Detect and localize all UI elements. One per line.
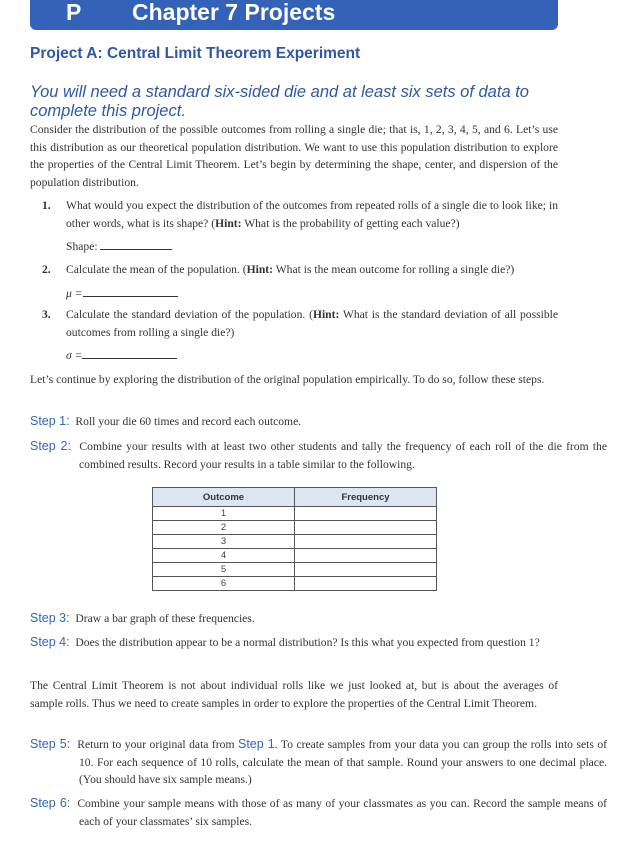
table-row <box>153 577 437 591</box>
column-header: Frequency <box>295 488 437 507</box>
step-label: Step 2: <box>30 439 71 453</box>
step-text: Combine your sample means with those of as many of your classmates as you can. Record the sample means of each of your classmates’ six samples. <box>77 797 607 828</box>
step-1 <box>30 413 607 431</box>
paragraph-3: The Central Limit Theorem is not about individual rolls like we just looked at, but is about the averages of sample rolls. Thus we need to create samples in order to explore the properties of the Central Limit Theorem. <box>30 679 558 710</box>
table-row <box>153 521 437 535</box>
question-text: What would you expect the distribution of the outcomes from repeated rolls of a single die to look like; in other words, what is its shape? ( <box>66 199 558 230</box>
question-2 <box>30 261 558 302</box>
answer-label: Shape: <box>66 240 98 253</box>
answer-label: μ = <box>66 286 83 300</box>
step-label: Step 3: <box>30 611 70 625</box>
frequency-cell <box>295 535 437 549</box>
hint-label: Hint: <box>215 216 242 230</box>
step-4 <box>30 634 607 652</box>
paragraph-2: Let’s continue by exploring the distribution of the original population empirically. To do so, follow these steps. <box>30 373 545 386</box>
step-6 <box>30 795 607 830</box>
step-text: . To create samples from your data you can group the rolls into sets of 10. For each sequence of 10 rolls, calculate the mean of that sample. Round your answers to one decimal place. (You should have six sample means.) <box>79 738 608 786</box>
question-number: 3. <box>42 308 51 321</box>
outcome-cell: 4 <box>153 549 295 563</box>
frequency-cell <box>295 507 437 521</box>
outcome-cell: 1 <box>153 507 295 521</box>
answer-blank <box>100 239 172 250</box>
step-reference: Step 1 <box>237 737 275 751</box>
step-text: Does the distribution appear to be a normal distribution? Is this what you expected from question 1? <box>75 636 540 649</box>
step-label: Step 4: <box>30 635 70 649</box>
table-row <box>153 563 437 577</box>
step-text: Roll your die 60 times and record each outcome. <box>75 415 302 428</box>
answer-blank <box>83 286 178 297</box>
question-1 <box>30 197 558 256</box>
outcome-cell: 2 <box>153 521 295 535</box>
chapter-title: Chapter 7 Projects <box>132 0 336 25</box>
frequency-cell <box>295 521 437 535</box>
frequency-cell <box>295 577 437 591</box>
question-text: Calculate the standard deviation of the population. ( <box>66 308 313 321</box>
column-header: Outcome <box>153 488 295 507</box>
step-label: Step 1: <box>30 414 70 428</box>
chapter-header <box>30 0 558 30</box>
intro-heading: You will need a standard six-sided die and at least six sets of data to complete this project. <box>30 83 529 120</box>
table-row <box>153 535 437 549</box>
hint-label: Hint: <box>312 308 340 321</box>
question-3 <box>30 306 558 365</box>
outcome-cell: 5 <box>153 563 295 577</box>
table-row <box>153 507 437 521</box>
frequency-cell <box>295 549 437 563</box>
answer-label: σ = <box>66 349 83 362</box>
step-text: Return to your original data from <box>77 738 238 751</box>
chapter-letter: P <box>66 0 82 25</box>
question-number: 2. <box>42 263 51 276</box>
step-text: Combine your results with at least two other students and tally the frequency of each roll of the die from the combined results. Record your results in a table similar to the following. <box>79 440 607 471</box>
step-label: Step 5: <box>30 737 71 751</box>
outcome-cell: 3 <box>153 535 295 549</box>
question-text: What is the mean outcome for rolling a single die?) <box>273 263 515 276</box>
project-title: Project A: Central Limit Theorem Experiment <box>30 45 361 62</box>
question-number: 1. <box>42 199 51 212</box>
step-text: Draw a bar graph of these frequencies. <box>75 612 255 625</box>
intro-paragraph: Consider the distribution of the possible outcomes from rolling a single die; that is, 1, 2, 3, 4, 5, and 6. Let’s use this distribution as our theoretical population distribution. We want to use this population distribution to explore the properties of the Central Limit Theorem. Let’s begin by determining the shape, center, and dispersion of the population distribution. <box>30 123 558 189</box>
question-text: What is the probability of getting each value?) <box>241 216 460 230</box>
answer-blank <box>82 348 177 359</box>
step-5 <box>30 736 607 789</box>
question-text: What is the standard deviation of all possible outcomes from rolling a single die?) <box>66 308 558 339</box>
table-row <box>153 549 437 563</box>
step-3 <box>30 610 607 628</box>
outcome-cell: 6 <box>153 577 295 591</box>
question-text: Calculate the mean of the population. ( <box>66 263 247 276</box>
hint-label: Hint: <box>246 263 274 276</box>
frequency-cell <box>295 563 437 577</box>
step-2 <box>30 438 607 473</box>
frequency-table <box>152 487 437 591</box>
step-label: Step 6: <box>30 796 71 810</box>
